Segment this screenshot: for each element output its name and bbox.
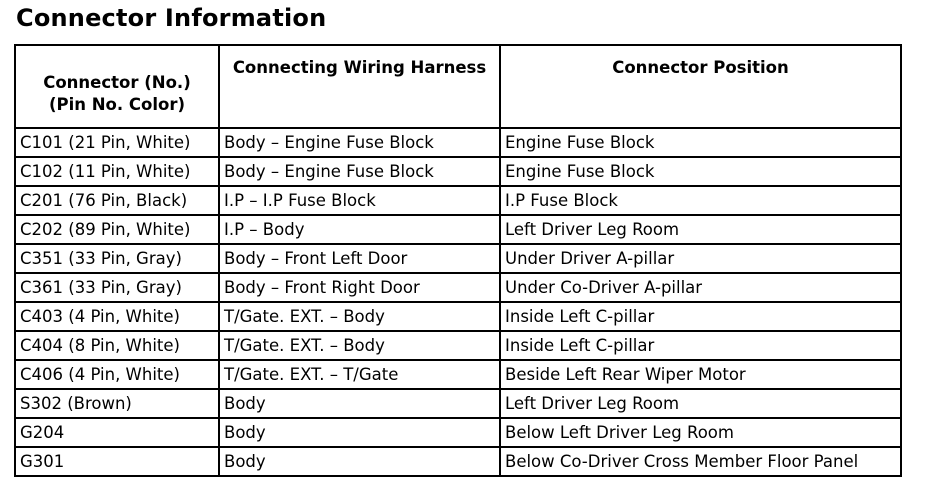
- harness-cell: Body – Front Left Door: [219, 244, 500, 273]
- table-row: [15, 244, 901, 273]
- harness-cell: Body: [219, 447, 500, 476]
- table-row: [15, 360, 901, 389]
- position-cell: Left Driver Leg Room: [500, 389, 901, 418]
- table-row: [15, 302, 901, 331]
- position-cell: I.P Fuse Block: [500, 186, 901, 215]
- position-cell: Under Co-Driver A-pillar: [500, 273, 901, 302]
- harness-cell: Body – Front Right Door: [219, 273, 500, 302]
- column-header-connector: [15, 45, 219, 128]
- position-cell: Under Driver A-pillar: [500, 244, 901, 273]
- position-cell: Left Driver Leg Room: [500, 215, 901, 244]
- table-row: [15, 273, 901, 302]
- position-cell: Beside Left Rear Wiper Motor: [500, 360, 901, 389]
- harness-cell: T/Gate. EXT. – Body: [219, 331, 500, 360]
- harness-cell: I.P – I.P Fuse Block: [219, 186, 500, 215]
- position-cell: Engine Fuse Block: [500, 157, 901, 186]
- connector-cell: G204: [15, 418, 219, 447]
- table-row: [15, 215, 901, 244]
- connector-cell: C202 (89 Pin, White): [15, 215, 219, 244]
- connector-cell: C101 (21 Pin, White): [15, 128, 219, 157]
- position-cell: Inside Left C-pillar: [500, 302, 901, 331]
- position-cell: Below Left Driver Leg Room: [500, 418, 901, 447]
- column-header-position: Connector Position: [500, 45, 901, 128]
- table-row: [15, 157, 901, 186]
- table-header-row: [15, 45, 901, 128]
- harness-cell: Body – Engine Fuse Block: [219, 157, 500, 186]
- table-row: [15, 331, 901, 360]
- column-header-connector-line1: Connector (No.): [43, 72, 191, 92]
- connector-cell: C201 (76 Pin, Black): [15, 186, 219, 215]
- connector-cell: C404 (8 Pin, White): [15, 331, 219, 360]
- connector-cell: S302 (Brown): [15, 389, 219, 418]
- column-header-connector-line2: (Pin No. Color): [48, 94, 186, 114]
- harness-cell: Body: [219, 418, 500, 447]
- harness-cell: Body – Engine Fuse Block: [219, 128, 500, 157]
- position-cell: Inside Left C-pillar: [500, 331, 901, 360]
- connector-table: [14, 44, 902, 477]
- harness-cell: I.P – Body: [219, 215, 500, 244]
- position-cell: Below Co-Driver Cross Member Floor Panel: [500, 447, 901, 476]
- harness-cell: Body: [219, 389, 500, 418]
- table-row: [15, 389, 901, 418]
- connector-cell: G301: [15, 447, 219, 476]
- connector-cell: C406 (4 Pin, White): [15, 360, 219, 389]
- connector-cell: C102 (11 Pin, White): [15, 157, 219, 186]
- table-row: [15, 128, 901, 157]
- connector-cell: C351 (33 Pin, Gray): [15, 244, 219, 273]
- table-row: [15, 186, 901, 215]
- table-row: [15, 447, 901, 476]
- position-cell: Engine Fuse Block: [500, 128, 901, 157]
- harness-cell: T/Gate. EXT. – T/Gate: [219, 360, 500, 389]
- harness-cell: T/Gate. EXT. – Body: [219, 302, 500, 331]
- column-header-harness: Connecting Wiring Harness: [219, 45, 500, 128]
- page-title: Connector Information: [16, 4, 327, 32]
- connector-cell: C403 (4 Pin, White): [15, 302, 219, 331]
- table-row: [15, 418, 901, 447]
- connector-cell: C361 (33 Pin, Gray): [15, 273, 219, 302]
